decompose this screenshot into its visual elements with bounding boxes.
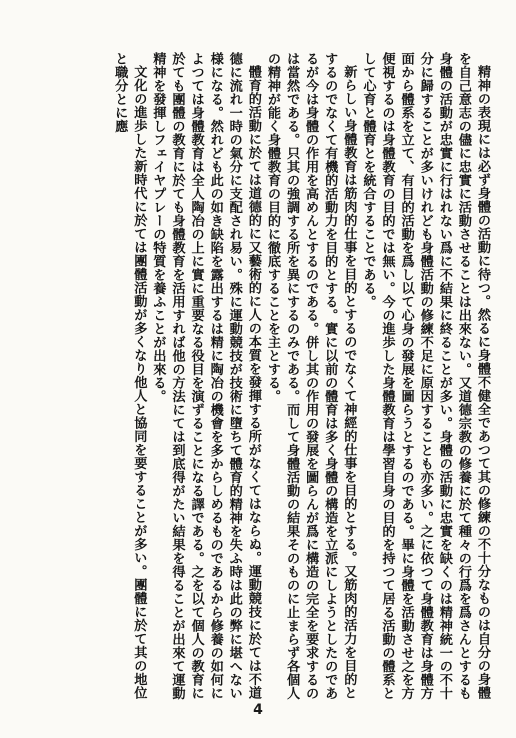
paragraph-3: 體育的活動に於ては道德的に又藝術的に人の本質を發揮する所がなくてはならぬ。運動競技に於ては不道德に流れ一時の氣分に支配され易い。殊に運動競技が技術に墮ちて體育的精神を失ふ時は此の弊に堪へない様になる。然れども此の如き缺陷を露出するは精に陶冶の機會を多からしめるものであるから修養の如何によつては身體教育は全人陶冶の上に實に重要なる役目を演ずることになる譯である。之を以て個人の教育に於ても團體の教育に於ても身體教育を活用すれば他の方法にては到底得がたい結果を得ることが出來て運動精神を發揮しフェイヤプレーの特質を養ふことが出來る。 [150,52,261,700]
vertical-text-body [110,52,492,702]
paragraph-1: 精神の表現には必ず身體の活動に待つ。然るに身體不健全であつて其の修練の不十分なものは自分の身體を自己意志の儘に忠實に活動させることは出來ない。又道德宗教の修養に於て種々の行爲を爲さんとするも身體の活動が忠實に行はれない爲に不結果に終ることが多い。身體の活動に忠實を缺くのは精神統一の不十分に歸することが多いけれども身體活動の修練不足に原因することも亦多い。之に依つて身體教育は身體方面から體系を立て、有目的活動を爲し以て心身の發展を圖らうとするのである。畢に身體を活動させ之を方便視するのは身體教育の目的では無い。今の進歩した身體教育は學習自身の目的を持つて居る活動の體系として心育と體育とを統合することである。 [360,52,490,700]
paragraph-4: 文化の進歩した新時代に於ては團體活動が多くなり他人と協同を要することが多い。團體に於て其の地位と職分とに應 [112,52,147,700]
paragraph-2: 新らしい身體教育は筋肉的仕事を目的とするのでなくて神經的仕事を目的とする。又筋肉的活力を目的とするのでなくて有機的活動力を目的とする。實に以前の體育は多く身體の構造を立派にしようとしたのであるが今は身體の作用を高めんとするのである。併し其の作用の發展を圖らんが爲に構造の完全を要求するのは當然である。只其の強調する所を異にするのみである。而して身體活動の結果そのものに止まらず各個人の精神が能く身體教育の目的に徹底することを主とする。 [264,52,357,700]
page-number: 4 [253,702,263,718]
